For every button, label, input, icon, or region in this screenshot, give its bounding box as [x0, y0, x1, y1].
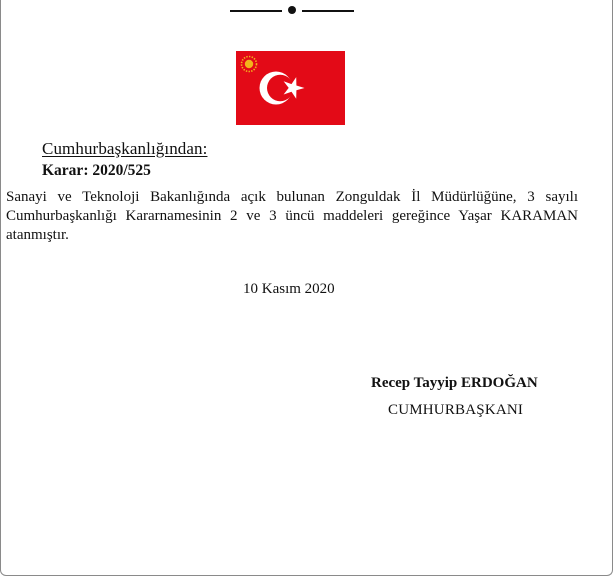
ornament-left-line	[230, 10, 282, 12]
issuer-heading: Cumhurbaşkanlığından:	[42, 139, 208, 158]
decision-date: 10 Kasım 2020	[243, 281, 335, 297]
body-line: atanmıştır.	[6, 227, 69, 243]
decision-body	[6, 188, 578, 245]
ornament-dot	[288, 6, 296, 14]
decision-number: Karar: 2020/525	[42, 162, 151, 179]
turkey-flag-icon	[236, 51, 345, 125]
header-ornament	[230, 4, 354, 16]
body-line: Sanayi ve Teknoloji Bakanlığında açık bulunan Zonguldak İl Müdürlüğüne, 3 sayılı	[6, 189, 578, 205]
signer-name: Recep Tayyip ERDOĞAN	[371, 375, 538, 391]
body-line: Cumhurbaşkanlığı Kararnamesinin 2 ve 3 üncü maddeleri gereğince Yaşar KARAMAN	[6, 208, 578, 224]
ornament-right-line	[302, 10, 354, 12]
signer-title: CUMHURBAŞKANI	[388, 402, 524, 418]
